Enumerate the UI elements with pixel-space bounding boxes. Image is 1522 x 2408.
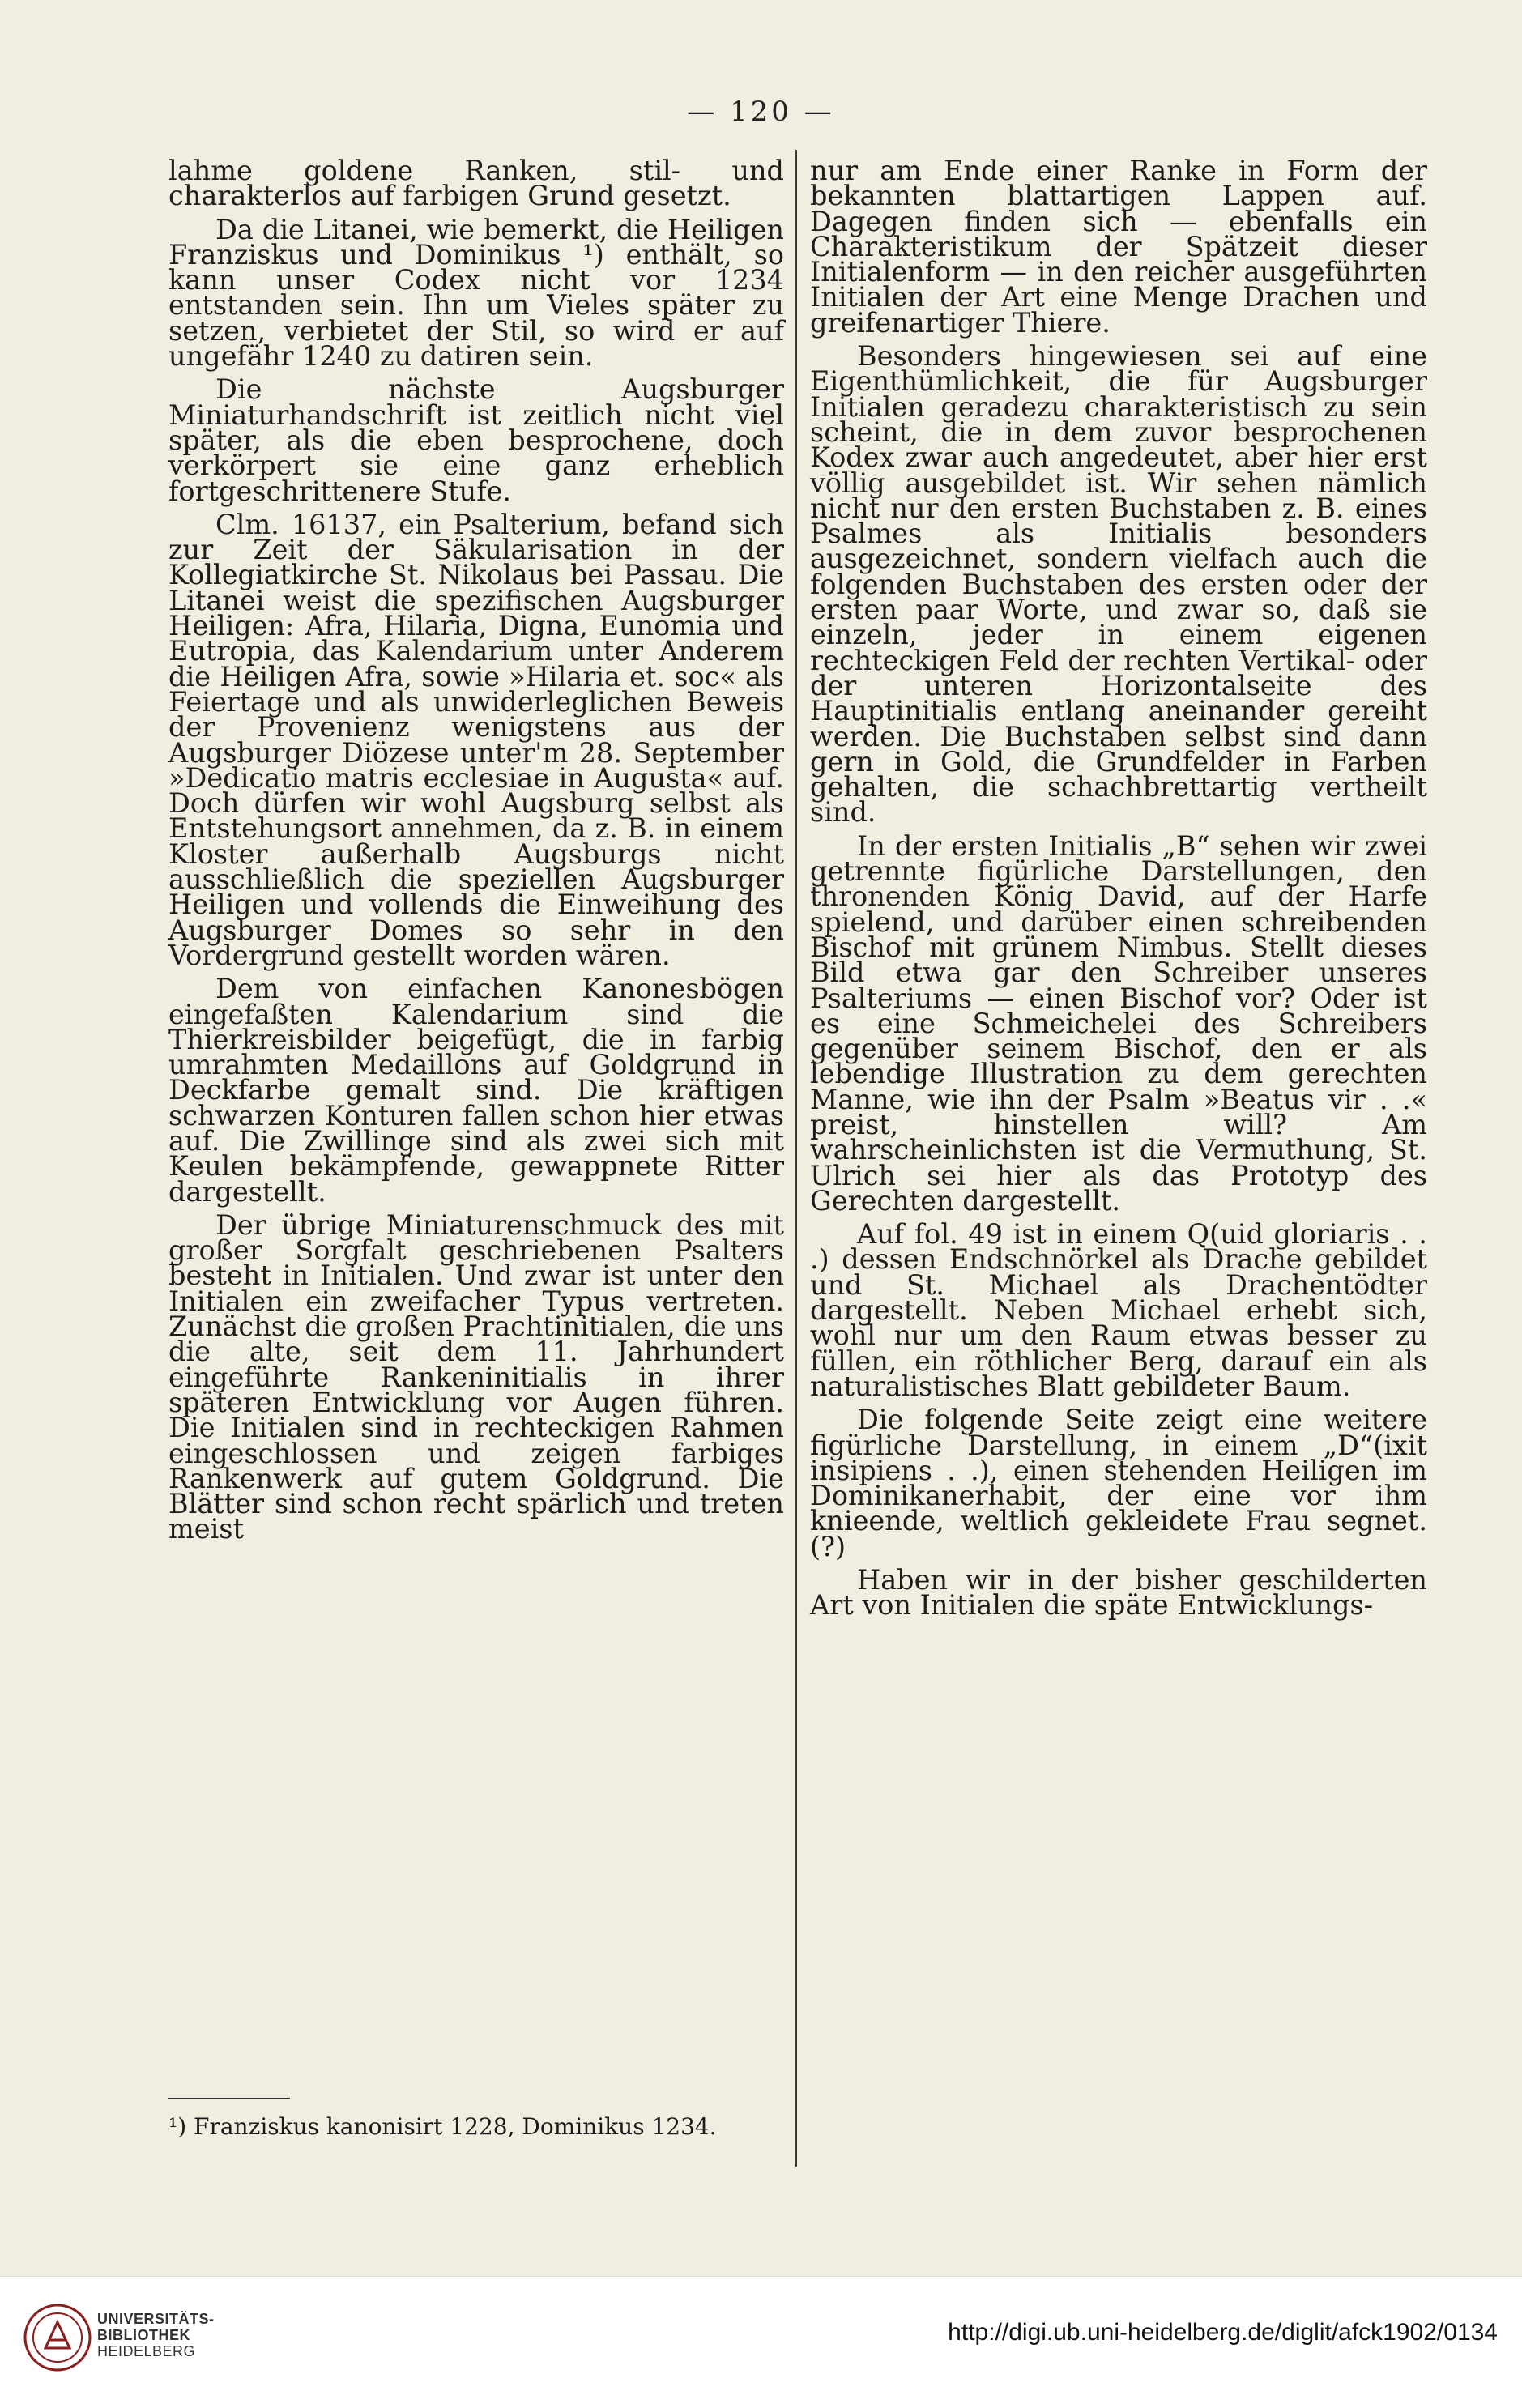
footnote-rule [168,2098,290,2099]
paragraph: Der übrige Miniaturenschmuck des mit großer Sorgfalt geschriebenen Psalters besteht in Initialen. Und zwar ist unter den Initialen ein zweifacher Typus vertreten. Zunächst die großen Prachtinitialen, die uns die alte, seit dem 11. Jahrhundert eingeführte Rankeninitialis in ihrer späteren Entwicklung vor Augen führen. Die Initialen sind in rechteckigen Rahmen eingeschlossen und zeigen farbiges Rankenwerk auf gutem Goldgrund. Die Blätter sind schon recht spärlich und treten meist [168,1208,784,1545]
footnote: ¹) Franziskus kanonisirt 1228, Dominikus 1234. [168,2113,717,2140]
paragraph: Clm. 16137, ein Psalterium, befand sich zur Zeit der Säkularisation in der Kollegiatkirche St. Nikolaus bei Passau. Die Litanei weist die spezifischen Augsburger Heiligen: Afra, Hilaria, Digna, Eunomia und Eutropia, das Kalendarium unter Anderem die Heiligen Afra, sowie »Hilaria et. soc« als Feiertage und als unwiderleglichen Beweis der Provenienz wenigstens aus der Augsburger Diözese unter'm 28. September »Dedicatio matris ecclesiae in Augusta« auf. Doch dürfen wir wohl Augsburg selbst als Entstehungsort annehmen, da z. B. in einem Kloster außerhalb Augsburgs nicht ausschließlich die speziellen Augsburger Heiligen und vollends die Einweihung des Augsburger Domes so sehr in den Vordergrund gestellt worden wären. [168,508,784,971]
library-footer [0,2276,1522,2408]
page-number: — 120 — [687,96,835,128]
institution-line: HEIDELBERG [97,2343,196,2359]
library-seal-icon [21,2301,94,2374]
right-column [810,155,1427,1626]
paragraph: In der ersten Initialis „B“ sehen wir zwei getrennte figürliche Darstellungen, den thronenden König David, auf der Harfe spielend, und darüber einen schreibenden Bischof mit grünem Nimbus. Stellt dieses Bild etwa gar den Schreiber unseres Psalteriums — einen Bischof vor? Oder ist es eine Schmeichelei des Schreibers gegenüber seinem Bischof, den er als lebendige Illustration zu dem gerechten Manne, wie ihn der Psalm »Beatus vir . .« preist, hinstellen will? Am wahrscheinlichsten ist die Vermuthung, St. Ulrich sei hier als das Prototyp des Gerechten dargestellt. [810,829,1427,1217]
permalink-url[interactable]: http://digi.ub.uni-heidelberg.de/diglit/afck1902/0134 [948,2319,1498,2346]
paragraph: Die nächste Augsburger Miniaturhandschrift ist zeitlich nicht viel später, als die eben besprochene, doch verkörpert sie eine ganz erheblich fortgeschrittenere Stufe. [168,373,784,507]
paragraph: Besonders hingewiesen sei auf eine Eigenthümlichkeit, die für Augsburger Initialen geradezu charakteristisch zu sein scheint, die in dem zuvor besprochenen Kodex zwar auch angedeutet, aber hier erst völlig ausgebildet ist. Wir sehen nämlich nicht nur den ersten Buchstaben z. B. eines Psalmes als Initialis besonders ausgezeichnet, sondern vielfach auch die folgenden Buchstaben des ersten oder der ersten paar Worte, und zwar so, daß sie einzeln, jeder in einem eigenen rechteckigen Feld der rechten Vertikal- oder der unteren Horizontalseite des Hauptinitialis entlang aneinander gereiht werden. Die Buchstaben selbst sind dann gern in Gold, die Grundfelder in Farben gehalten, die schachbrettartig vertheilt sind. [810,340,1427,829]
paragraph: Die folgende Seite zeigt eine weitere figürliche Darstellung, in einem „D“(ixit insipiens . .), einen stehenden Heiligen im Dominikanerhabit, der eine vor ihm knieende, weltlich gekleidete Frau segnet. (?) [810,1404,1427,1562]
institution-line: BIBLIOTHEK [97,2327,190,2343]
paragraph: Da die Litanei, wie bemerkt, die Heiligen Franziskus und Dominikus ¹) enthält, so kann unser Codex nicht vor 1234 entstanden sein. Ihn um Vieles später zu setzen, verbietet der Stil, so wird er auf ungefähr 1240 zu datiren sein. [168,213,784,373]
paragraph: Auf fol. 49 ist in einem Q(uid gloriaris . . .) dessen Endschnörkel als Drache gebildet und St. Michael als Drachentödter dargestellt. Neben Michael erhebt sich, wohl nur um den Raum etwas besser zu füllen, ein röthlicher Berg, darauf ein als naturalistisches Blatt gebildeter Baum. [810,1218,1427,1402]
paragraph: nur am Ende einer Ranke in Form der bekannten blattartigen Lappen auf. Dagegen finden sich — ebenfalls ein Charakteristikum der Spätzeit dieser Initialenform — in den reicher ausgeführten Initialen der Art eine Menge Drachen und greifenartiger Thiere. [810,155,1427,339]
left-column [168,155,784,1550]
paragraph: Dem von einfachen Kanonesbögen eingefaßten Kalendarium sind die Thierkreisbilder beigefügt, die in farbig umrahmten Medaillons auf Goldgrund in Deckfarbe gemalt sind. Die kräftigen schwarzen Konturen fallen schon hier etwas auf. Die Zwillinge sind als zwei sich mit Keulen bekämpfende, gewappnete Ritter dargestellt. [168,973,784,1208]
column-divider [795,150,797,2167]
paragraph: lahme goldene Ranken, stil- und charakterlos auf farbigen Grund gesetzt. [168,155,784,212]
institution-line: UNIVERSITÄTS- [97,2311,215,2327]
paragraph: Haben wir in der bisher geschilderten Art von Initialen die späte Entwicklungs- [810,1564,1427,1622]
institution-name [97,2311,215,2359]
